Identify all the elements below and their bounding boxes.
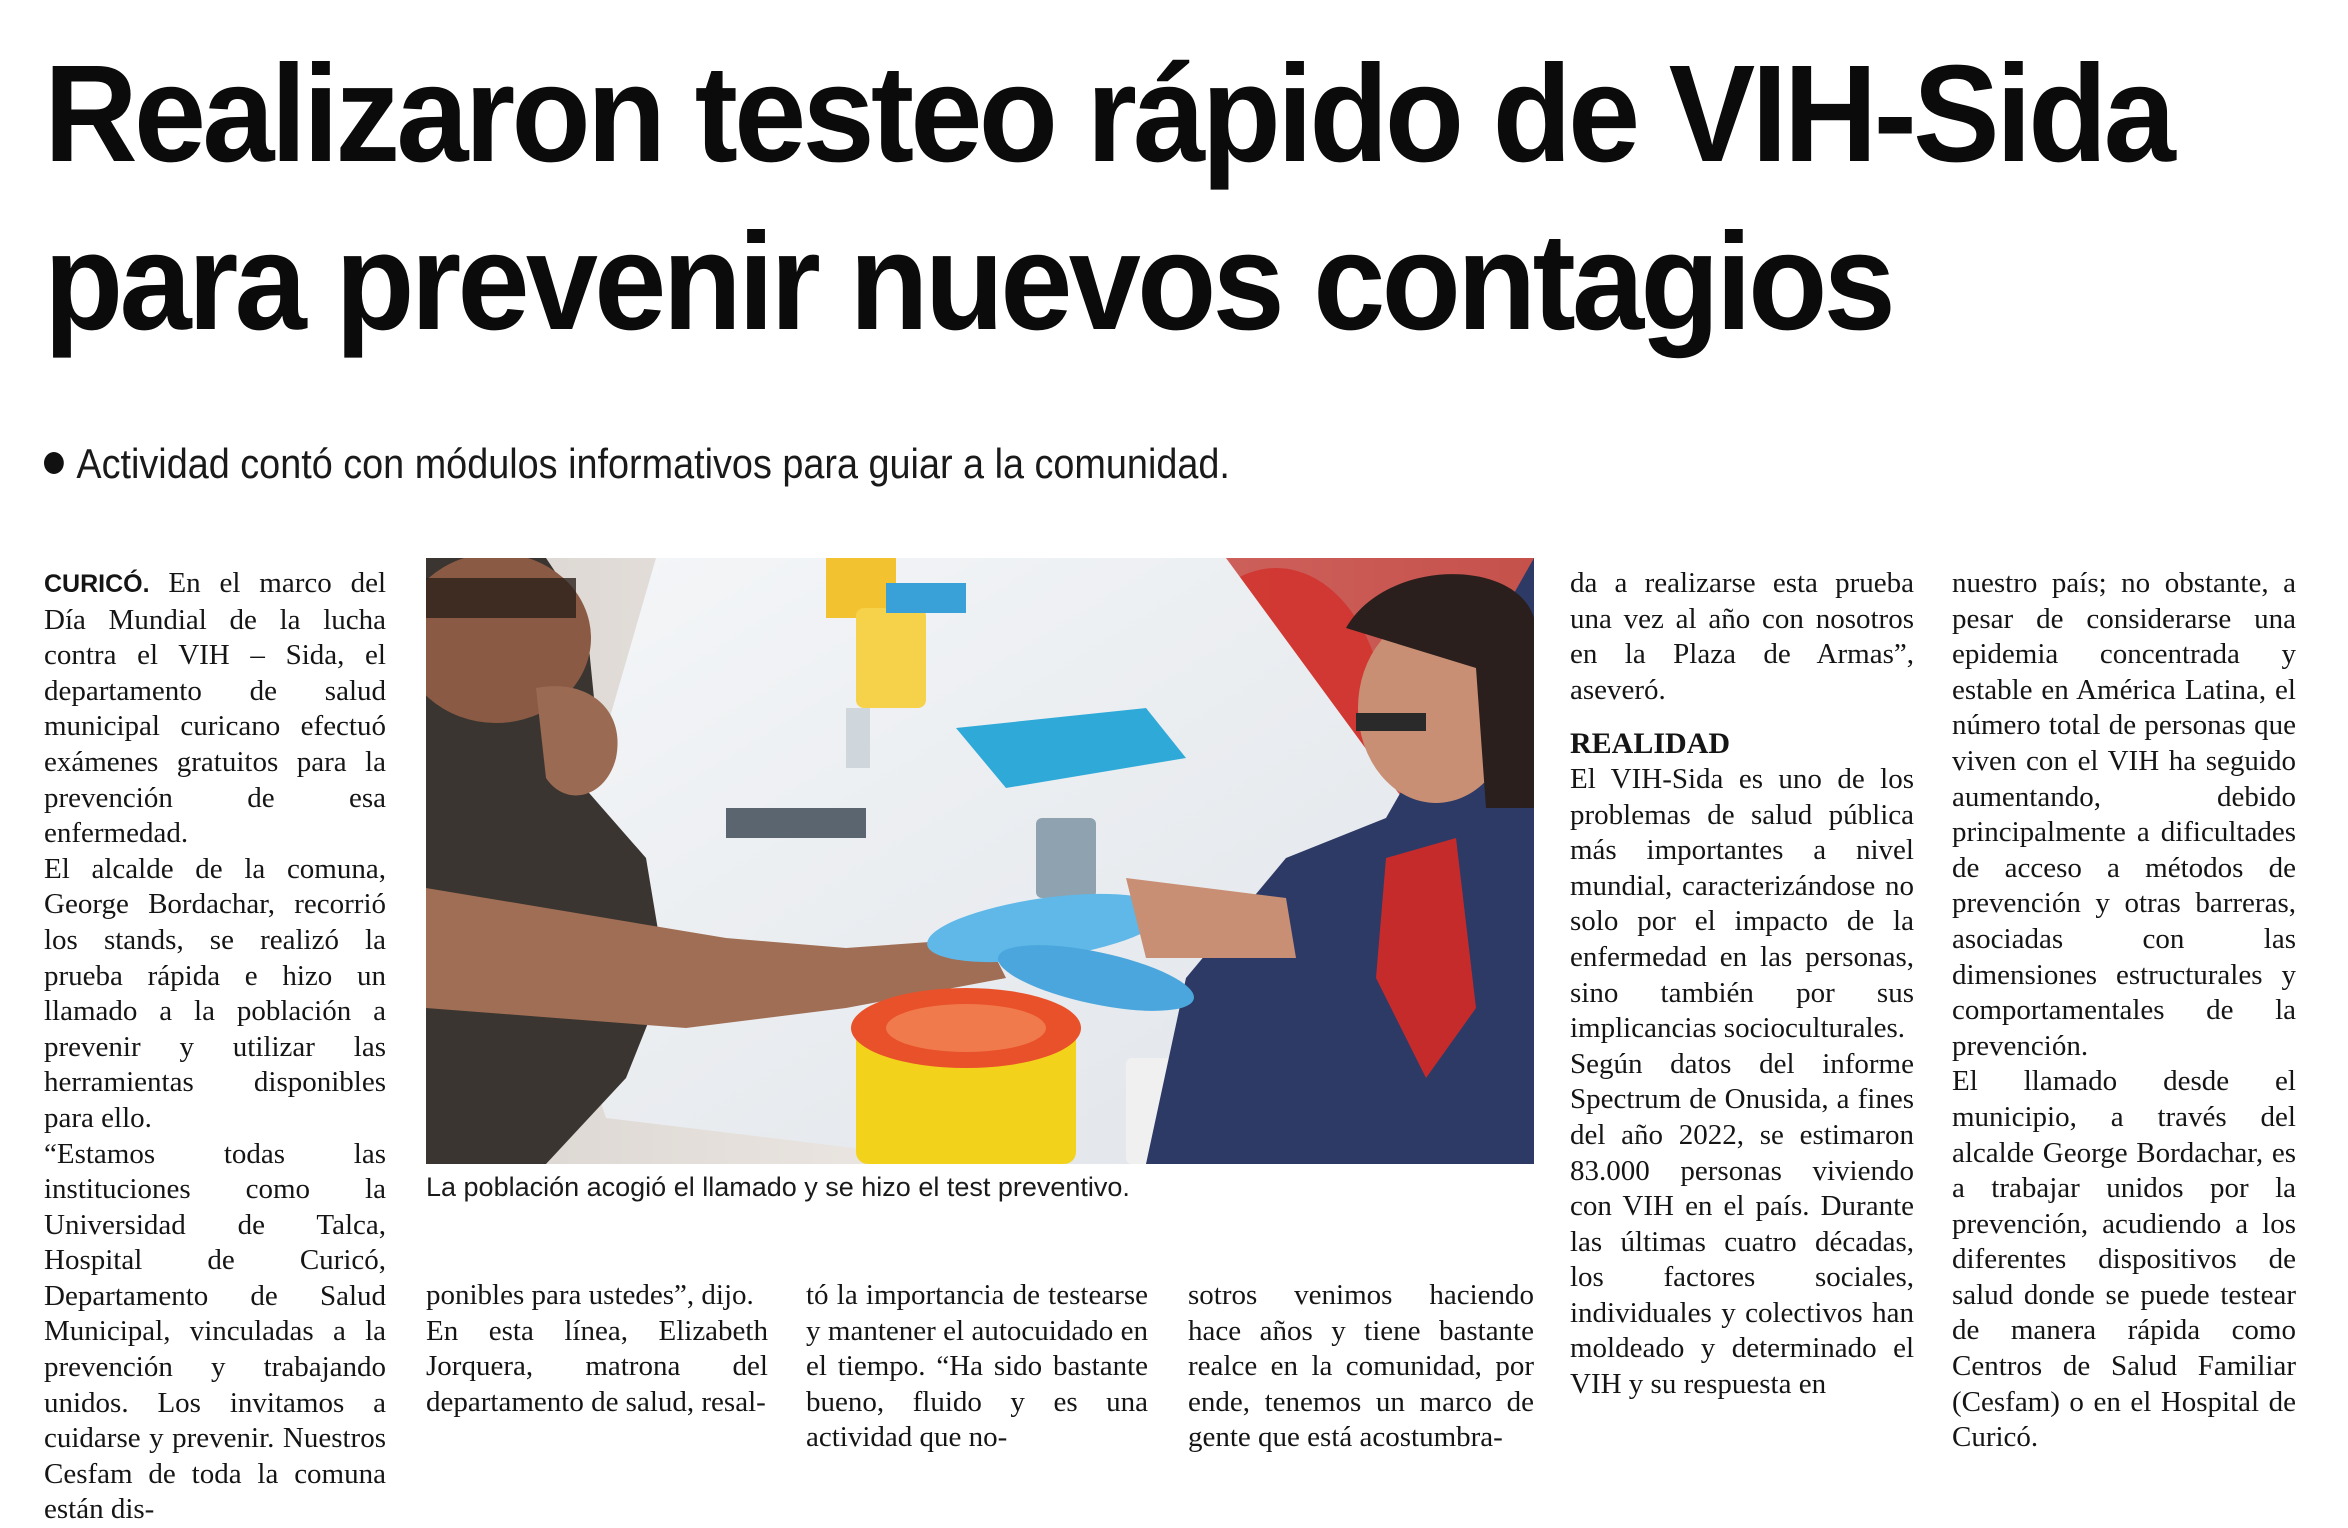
testing-scene-illustration [426, 558, 1534, 1164]
paragraph-text: En el marco del Día Mundial de la lucha contra el VIH – Sida, el departamento de salud municipal curicano efectuó exámenes gratuitos para la prevención de esa enfermedad. [44, 567, 386, 849]
paragraph: nuestro país; no obstante, a pesar de considerarse una epidemia concentrada y estable en América Latina, el número total de personas que viven con el VIH ha seguido aumentando, debido principalmente a dificultades de acceso a métodos de prevención y otras barreras, asociadas con las dimensiones estructurales y comportamentales de la prevención. [1952, 566, 2296, 1064]
article-photo [426, 558, 1534, 1164]
paragraph: El VIH-Sida es uno de los problemas de salud pública más importantes a nivel mundial, caracterizándose no solo por el impacto de la enfermedad en las personas, sino también por sus implicancias socioculturales. [1570, 762, 1914, 1047]
paragraph: El llamado desde el municipio, a través del alcalde George Bordachar, es a trabajar unidos por la prevención, acudiendo a los diferentes dispositivos de salud donde se puede testear de manera rápida como Centros de Salud Familiar (Cesfam) o en el Hospital de Curicó. [1952, 1064, 2296, 1456]
paragraph: ponibles para ustedes”, dijo. [426, 1278, 768, 1314]
dateline: CURICÓ. [44, 570, 150, 598]
article-column-4 [1188, 1278, 1534, 1456]
subheadline [44, 440, 1230, 488]
photo-caption: La población acogió el llamado y se hizo el test preventivo. [426, 1172, 1130, 1203]
article-column-1 [44, 566, 386, 1528]
section-heading: REALIDAD [1570, 726, 1914, 762]
paragraph: En esta línea, Elizabeth Jorquera, matrona del departamento de salud, resal- [426, 1314, 768, 1421]
paragraph: Según datos del informe Spectrum de Onusida, a fines del año 2022, se estimaron 83.000 personas viviendo con VIH en el país. Durante las últimas cuatro décadas, los factores sociales, individuales y colectivos han moldeado y determinado el VIH y su respuesta en [1570, 1047, 1914, 1403]
paragraph: sotros venimos haciendo hace años y tiene bastante realce en la comunidad, por ende, tenemos un marco de gente que está acostumbra- [1188, 1278, 1534, 1456]
headline-line-2: para prevenir nuevos contagios [44, 205, 1892, 359]
paragraph: El alcalde de la comuna, George Bordachar, recorrió los stands, se realizó la prueba rápida e hizo un llamado a la población a prevenir y utilizar las herramientas disponibles para ello. [44, 852, 386, 1137]
headline-line-1: Realizaron testeo rápido de VIH-Sida [44, 37, 2172, 191]
paragraph: da a realizarse esta prueba una vez al año con nosotros en la Plaza de Armas”, aseveró. [1570, 566, 1914, 708]
article-column-3 [806, 1278, 1148, 1456]
bullet-icon [44, 452, 64, 474]
paragraph [44, 566, 386, 852]
paragraph: “Estamos todas las instituciones como la Universidad de Talca, Hospital de Curicó, Departamento de Salud Municipal, vinculadas a la prevención y trabajando unidos. Los invitamos a cuidarse y prevenir. Nuestros Cesfam de toda la comuna están dis- [44, 1137, 386, 1528]
subheadline-text: Actividad contó con módulos informativos para guiar a la comunidad. [76, 440, 1230, 487]
article-column-5 [1570, 566, 1914, 1403]
headline [44, 30, 2178, 366]
article-column-2 [426, 1278, 768, 1420]
article-column-6 [1952, 566, 2296, 1456]
paragraph: tó la importancia de testearse y mantener el autocuidado en el tiempo. “Ha sido bastante bueno, fluido y es una actividad que no- [806, 1278, 1148, 1456]
